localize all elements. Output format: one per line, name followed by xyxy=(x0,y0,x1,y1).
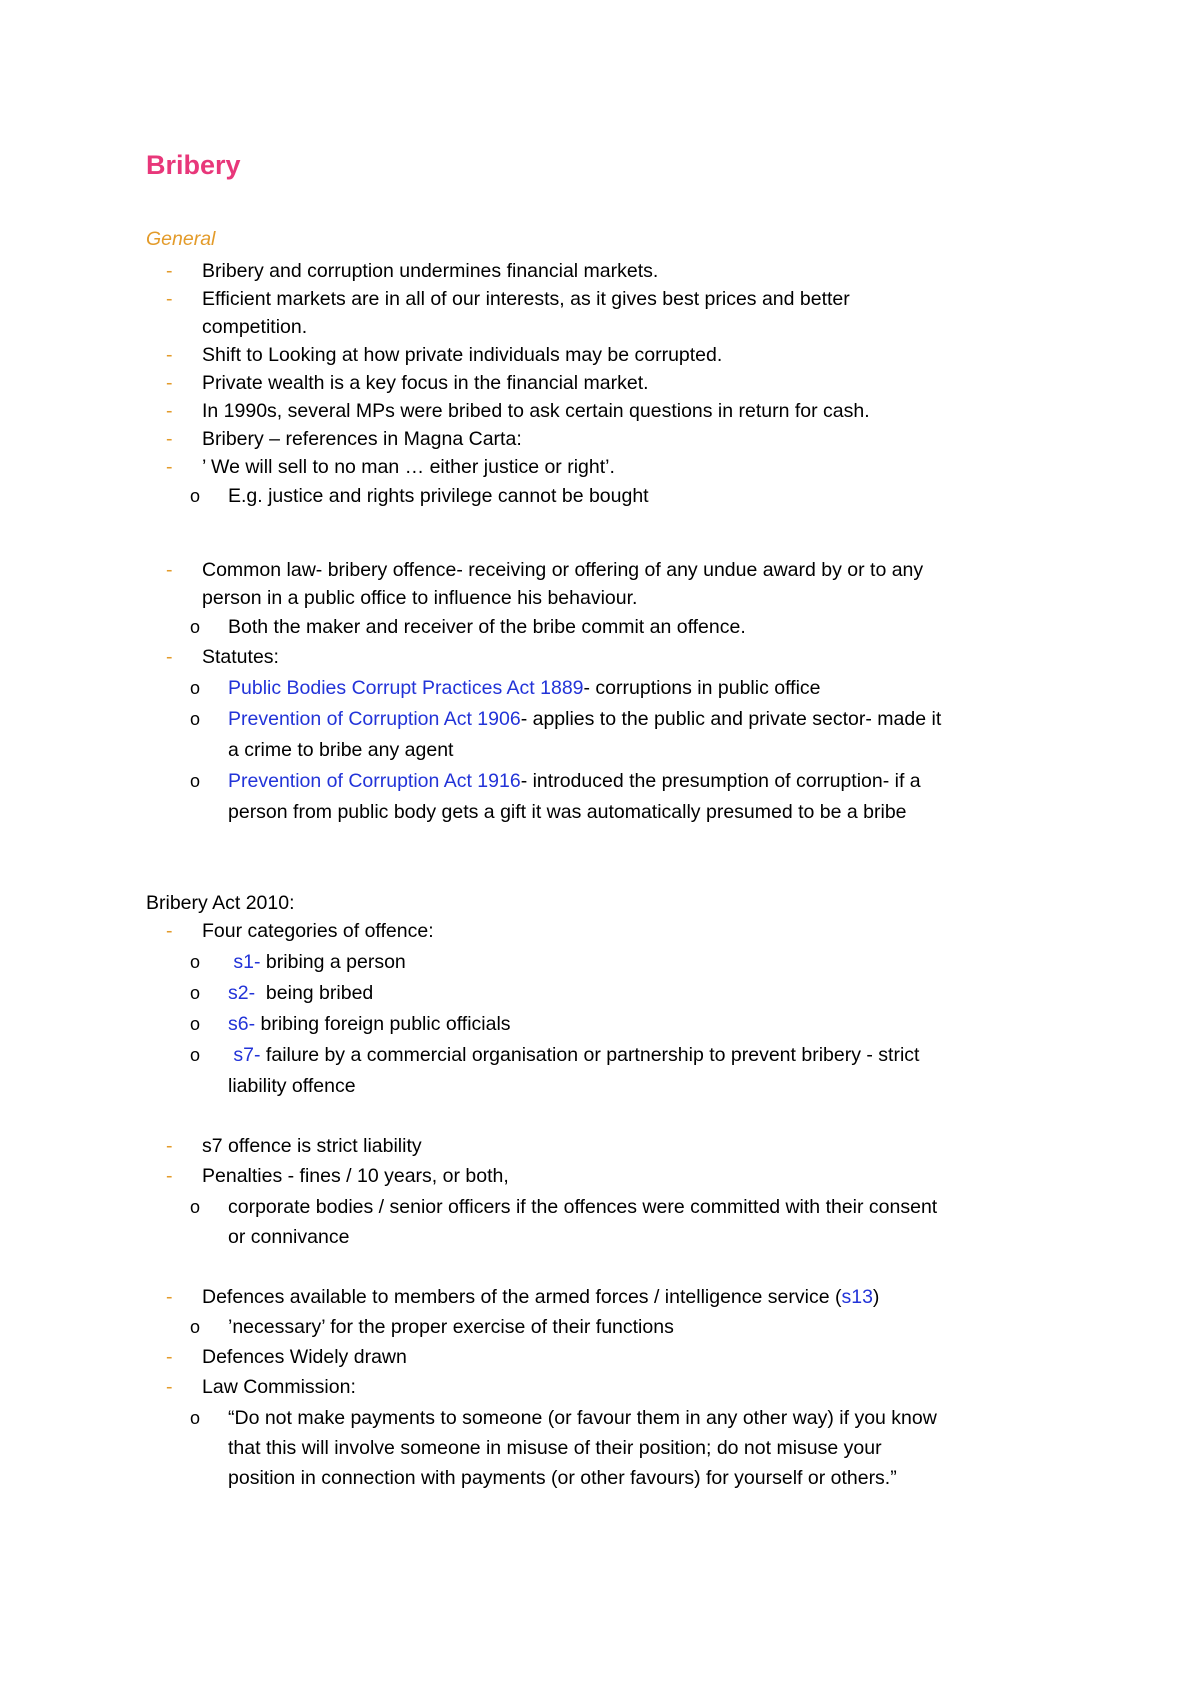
page-title: Bribery xyxy=(146,150,241,180)
circle-bullet: o xyxy=(190,486,201,506)
statute-desc: - introduced the presumption of corruption- if a xyxy=(520,770,921,792)
list-item: Common law- bribery offence- receiving or offering of any undue award by or to any xyxy=(202,559,924,581)
section-ref-link[interactable]: s2- xyxy=(228,982,256,1004)
circle-bullet: o xyxy=(190,1045,201,1065)
list-item: Private wealth is a key focus in the financial market. xyxy=(202,372,649,394)
circle-bullet: o xyxy=(190,1197,201,1217)
list-item: Shift to Looking at how private individuals may be corrupted. xyxy=(202,344,723,366)
circle-bullet: o xyxy=(190,678,201,698)
circle-bullet: o xyxy=(190,1014,201,1034)
offence-desc: being bribed xyxy=(255,982,374,1004)
dash-bullet: - xyxy=(166,400,173,422)
section-ref-link[interactable]: s6- xyxy=(228,1013,256,1035)
statute-item xyxy=(228,705,941,733)
sub-list-item-continuation: or connivance xyxy=(228,1226,350,1248)
list-item: Penalties - fines / 10 years, or both, xyxy=(202,1165,509,1187)
list-item: ’ We will sell to no man … either justice or right’. xyxy=(202,456,615,478)
sub-list-item: E.g. justice and rights privilege cannot be bought xyxy=(228,485,649,507)
defences-text: Defences available to members of the armed forces / intelligence service ( xyxy=(202,1286,842,1308)
section-ref-link[interactable]: s13 xyxy=(841,1286,873,1308)
list-item: Bribery and corruption undermines financial markets. xyxy=(202,260,659,282)
list-item: Bribery – references in Magna Carta: xyxy=(202,428,522,450)
defences-close: ) xyxy=(872,1286,880,1308)
statute-continuation: person from public body gets a gift it was automatically presumed to be a bribe xyxy=(228,801,907,823)
sub-list-item: corporate bodies / senior officers if the offences were committed with their consent xyxy=(228,1196,938,1218)
dash-bullet: - xyxy=(166,1286,173,1308)
list-item: s7 offence is strict liability xyxy=(202,1135,422,1157)
offence-item xyxy=(228,1010,511,1038)
dash-bullet: - xyxy=(166,428,173,450)
offence-desc: failure by a commercial organisation or partnership to prevent bribery - strict xyxy=(260,1044,920,1066)
statute-item xyxy=(228,674,821,702)
section-heading-general: General xyxy=(146,228,216,250)
list-item: Law Commission: xyxy=(202,1376,356,1398)
quote-line: position in connection with payments (or other favours) for yourself or others.” xyxy=(228,1467,897,1489)
list-item xyxy=(202,1283,879,1311)
dash-bullet: - xyxy=(166,646,173,668)
quote-line: that this will involve someone in misuse of their position; do not misuse your xyxy=(228,1437,882,1459)
section-heading-act-2010: Bribery Act 2010: xyxy=(146,892,295,914)
list-item: Defences Widely drawn xyxy=(202,1346,407,1368)
list-item: Efficient markets are in all of our interests, as it gives best prices and better xyxy=(202,288,850,310)
circle-bullet: o xyxy=(190,1408,201,1428)
quote-line: “Do not make payments to someone (or favour them in any other way) if you know xyxy=(228,1407,937,1429)
circle-bullet: o xyxy=(190,617,201,637)
circle-bullet: o xyxy=(190,952,201,972)
circle-bullet: o xyxy=(190,771,201,791)
offence-item xyxy=(228,948,406,976)
offence-desc: bribing a person xyxy=(260,951,406,973)
dash-bullet: - xyxy=(166,559,173,581)
circle-bullet: o xyxy=(190,983,201,1003)
offence-item xyxy=(228,979,373,1007)
statute-continuation: a crime to bribe any agent xyxy=(228,739,454,761)
statute-name-link[interactable]: Public Bodies Corrupt Practices Act 1889 xyxy=(228,677,584,699)
dash-bullet: - xyxy=(166,260,173,282)
dash-bullet: - xyxy=(166,1135,173,1157)
list-item: In 1990s, several MPs were bribed to ask certain questions in return for cash. xyxy=(202,400,870,422)
dash-bullet: - xyxy=(166,920,173,942)
section-ref-link[interactable]: s1- xyxy=(233,951,261,973)
dash-bullet: - xyxy=(166,456,173,478)
sub-list-item: Both the maker and receiver of the bribe commit an offence. xyxy=(228,616,746,638)
list-item-continuation: person in a public office to influence his behaviour. xyxy=(202,587,638,609)
dash-bullet: - xyxy=(166,372,173,394)
offence-desc: bribing foreign public officials xyxy=(255,1013,511,1035)
list-item-continuation: competition. xyxy=(202,316,308,338)
offence-continuation: liability offence xyxy=(228,1075,356,1097)
dash-bullet: - xyxy=(166,288,173,310)
dash-bullet: - xyxy=(166,1346,173,1368)
circle-bullet: o xyxy=(190,709,201,729)
statute-item xyxy=(228,767,921,795)
dash-bullet: - xyxy=(166,1165,173,1187)
circle-bullet: o xyxy=(190,1317,201,1337)
statute-name-link[interactable]: Prevention of Corruption Act 1916 xyxy=(228,770,521,792)
dash-bullet: - xyxy=(166,344,173,366)
dash-bullet: - xyxy=(166,1376,173,1398)
offence-item xyxy=(228,1041,919,1069)
list-item: Statutes: xyxy=(202,646,279,668)
statute-desc: - corruptions in public office xyxy=(583,677,821,699)
sub-list-item: ’necessary’ for the proper exercise of their functions xyxy=(228,1316,674,1338)
section-ref-link[interactable]: s7- xyxy=(233,1044,261,1066)
list-item: Four categories of offence: xyxy=(202,920,434,942)
statute-desc: - applies to the public and private sector- made it xyxy=(520,708,942,730)
statute-name-link[interactable]: Prevention of Corruption Act 1906 xyxy=(228,708,521,730)
